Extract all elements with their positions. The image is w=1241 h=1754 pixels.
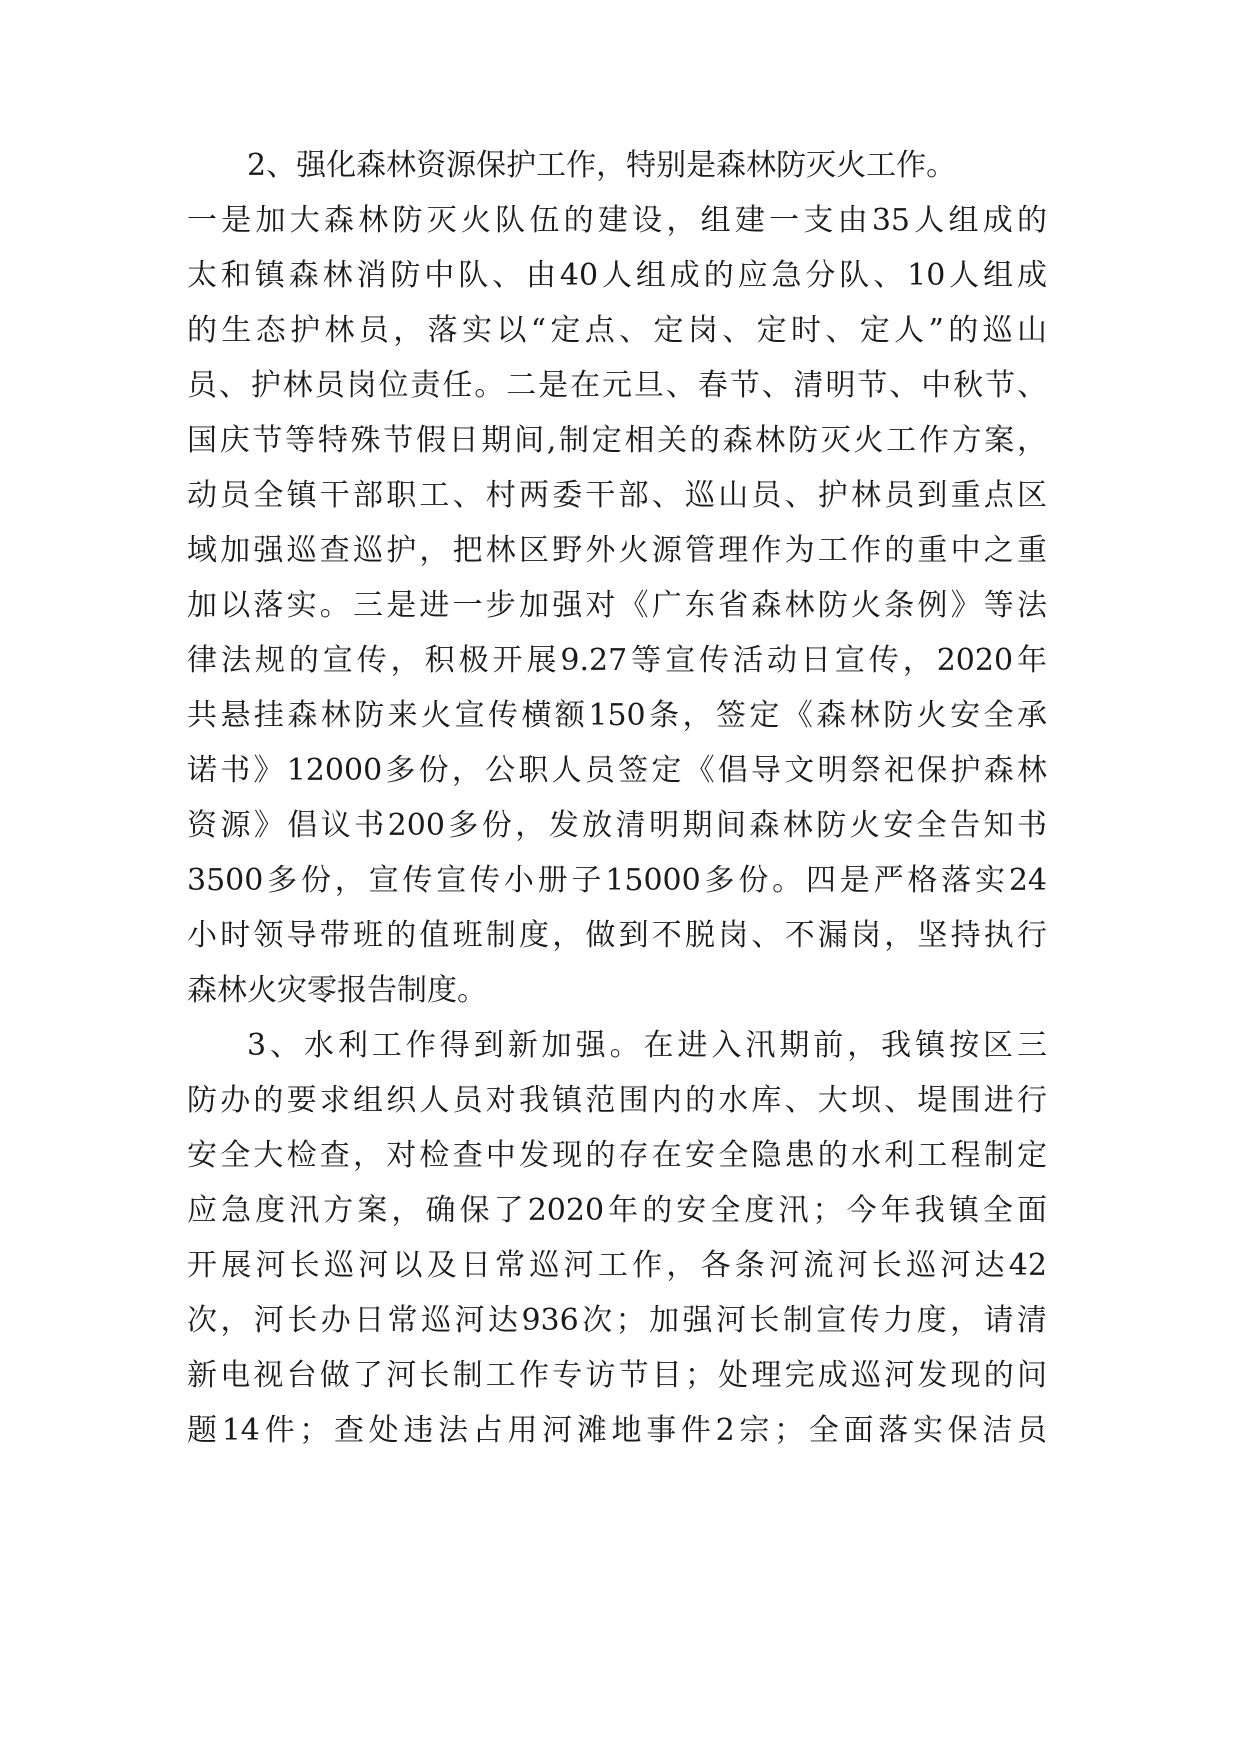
paragraph-2-line-5: 开展河长巡河以及日常巡河工作，各条河流河长巡河达42 — [187, 1248, 1047, 1283]
paragraph-1-line-15: 小时领导带班的值班制度，做到不脱岗、不漏岗，坚持执行 — [187, 918, 1047, 953]
paragraph-1-line-14: 3500多份，宣传宣传小册子15000多份。四是严格落实24 — [187, 863, 1047, 898]
paragraph-1-line-5: 员、护林员岗位责任。二是在元旦、春节、清明节、中秋节、 — [187, 368, 1047, 403]
paragraph-1-line-9: 加以落实。三是进一步加强对《广东省森林防火条例》等法 — [187, 588, 1047, 623]
paragraph-1-line-4: 的生态护林员，落实以“定点、定岗、定时、定人”的巡山 — [187, 313, 1047, 348]
paragraph-1-line-10: 律法规的宣传，积极开展9.27等宣传活动日宣传，2020年 — [187, 643, 1047, 678]
paragraph-1-line-7: 动员全镇干部职工、村两委干部、巡山员、护林员到重点区 — [187, 478, 1047, 513]
paragraph-1-line-12: 诺书》12000多份，公职人员签定《倡导文明祭祀保护森林 — [187, 753, 1047, 788]
paragraph-2-line-7: 新电视台做了河长制工作专访节目；处理完成巡河发现的问 — [187, 1358, 1047, 1393]
paragraph-1-line-16: 森林火灾零报告制度。 — [187, 973, 487, 1008]
paragraph-2-line-3: 安全大检查，对检查中发现的存在安全隐患的水利工程制定 — [187, 1138, 1047, 1173]
paragraph-1-line-2: 一是加大森林防灭火队伍的建设，组建一支由35人组成的 — [187, 203, 1047, 238]
paragraph-1-line-1: 2、强化森林资源保护工作，特别是森林防灭火工作。 — [247, 148, 957, 183]
paragraph-1-line-8: 域加强巡查巡护，把林区野外火源管理作为工作的重中之重 — [187, 533, 1047, 568]
paragraph-2-line-8: 题14件；查处违法占用河滩地事件2宗；全面落实保洁员 — [187, 1413, 1047, 1448]
paragraph-1-line-6: 国庆节等特殊节假日期间,制定相关的森林防灭火工作方案， — [187, 423, 1047, 458]
paragraph-2-line-6: 次，河长办日常巡河达936次；加强河长制宣传力度，请清 — [187, 1303, 1047, 1338]
paragraph-2-line-4: 应急度汛方案，确保了2020年的安全度汛；今年我镇全面 — [187, 1193, 1047, 1228]
paragraph-1-line-11: 共悬挂森林防来火宣传横额150条，签定《森林防火安全承 — [187, 698, 1047, 733]
paragraph-1-line-3: 太和镇森林消防中队、由40人组成的应急分队、10人组成 — [187, 258, 1047, 293]
paragraph-1-line-13: 资源》倡议书200多份，发放清明期间森林防火安全告知书 — [187, 808, 1047, 843]
paragraph-2-line-2: 防办的要求组织人员对我镇范围内的水库、大坝、堤围进行 — [187, 1083, 1047, 1118]
paragraph-2-line-1: 3、水利工作得到新加强。在进入汛期前，我镇按区三 — [247, 1028, 1047, 1063]
